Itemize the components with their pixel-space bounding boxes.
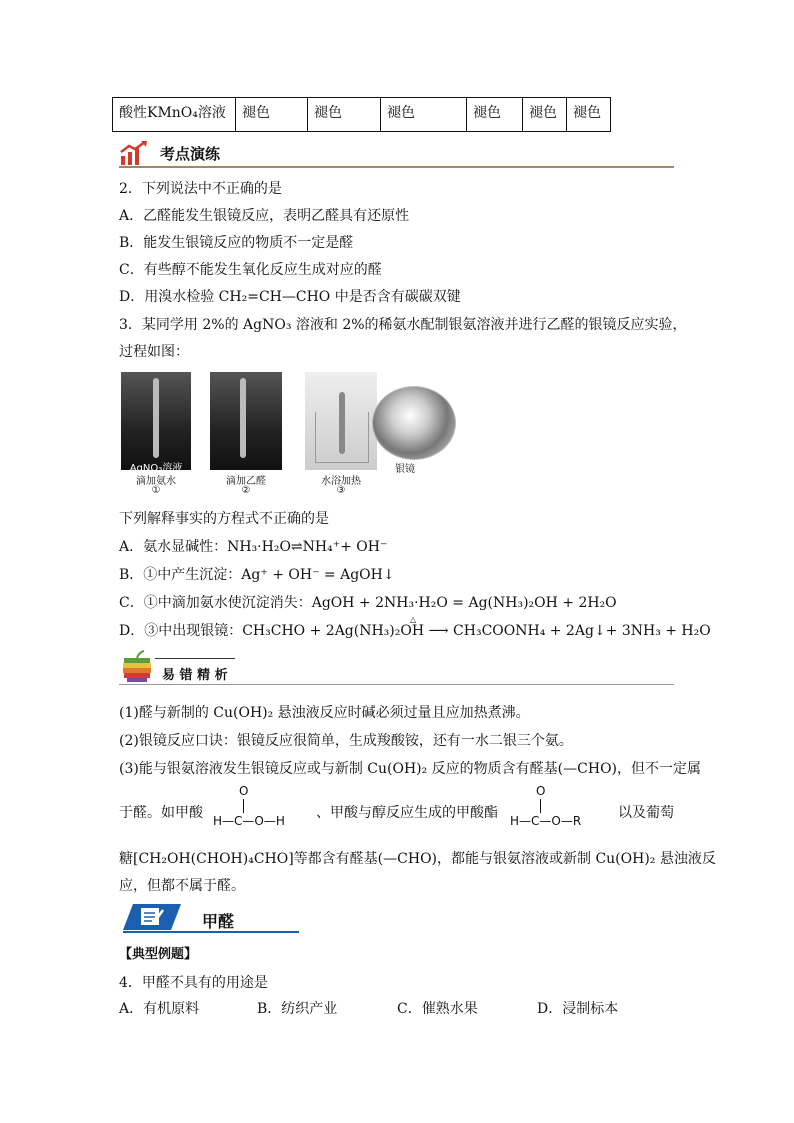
- option: D．用溴水检验 CH₂=CH—CHO 中是否含有碳碳双键: [119, 289, 461, 305]
- note-line: 应，但都不属于醛。: [119, 878, 245, 894]
- divider: [155, 658, 235, 659]
- option: B．能发生银镜反应的物质不一定是醛: [119, 235, 354, 251]
- table-cell: 褪色: [523, 98, 567, 132]
- chart-icon: [119, 140, 149, 166]
- photo-caption: 银镜: [395, 464, 415, 475]
- question-stem: 过程如图：: [119, 344, 189, 360]
- question-stem: 3．某同学用 2%的 AgNO₃ 溶液和 2%的稀氨水配制银氨溶液并进行乙醛的银镜反应实验，: [119, 317, 687, 333]
- note-line: 以及葡萄: [618, 805, 674, 821]
- table-row: [113, 98, 611, 132]
- divider: [119, 684, 674, 685]
- note-line: 、甲酸与醇反应生成的甲酸酯: [316, 805, 498, 821]
- option: A．氨水显碱性：NH₃·H₂O⇌NH₄⁺+ OH⁻: [119, 539, 388, 555]
- table-cell: 褪色: [467, 98, 523, 132]
- option: D．浸制标本: [537, 1001, 619, 1017]
- table-cell: 褪色: [381, 98, 467, 132]
- option: A．乙醛能发生银镜反应，表明乙醛具有还原性: [119, 208, 410, 224]
- structure-top: O: [536, 784, 546, 798]
- note-line: (3)能与银氨溶液发生银镜反应或与新制 Cu(OH)₂ 反应的物质含有醛基(—CHO)，但不一定属: [119, 761, 702, 777]
- photo-caption: 滴加氨水: [136, 476, 176, 487]
- photo-number: ②: [241, 485, 251, 496]
- table-cell: 褪色: [308, 98, 381, 132]
- question-stem: 4．甲醛不具有的用途是: [119, 975, 268, 991]
- option: D．③中出现银镜：CH₃CHO + 2Ag(NH₃)₂OH ⟶ CH₃COONH₄ + 2Ag↓+ 3NH₃ + H₂O: [119, 623, 711, 639]
- experiment-photo-3: [305, 372, 377, 470]
- silver-mirror-image: [372, 386, 456, 460]
- note-line: 于醛。如甲酸: [119, 805, 203, 821]
- table-cell-label: 酸性KMnO₄溶液: [113, 98, 236, 132]
- section-title: 甲醛: [202, 912, 235, 931]
- option: B．纺织产业: [257, 1001, 338, 1017]
- apple-icon: [120, 650, 154, 684]
- section-title: 易 错 精 析: [162, 668, 228, 683]
- photo-caption: 滴加乙醛: [226, 476, 266, 487]
- photo-label: AgNO₃溶液: [129, 463, 183, 474]
- section-tag: 【典型例题】: [119, 947, 198, 962]
- structure-bottom: H—C—O—H: [213, 814, 285, 828]
- heat-label: △: [410, 615, 417, 624]
- reagent-table: [112, 97, 611, 132]
- divider: [119, 166, 674, 168]
- note-line: (1)醛与新制的 Cu(OH)₂ 悬浊液反应时碱必须过量且应加热煮沸。: [119, 705, 530, 721]
- structure-top: O: [239, 784, 249, 798]
- option: C．有些醇不能发生氧化反应生成对应的醛: [119, 262, 382, 278]
- table-cell: 褪色: [567, 98, 611, 132]
- section-title: 考点演练: [160, 145, 221, 163]
- photo-caption: 水浴加热: [321, 476, 361, 487]
- table-cell: 褪色: [236, 98, 308, 132]
- photo-number: ③: [336, 485, 346, 496]
- photo-number: ①: [151, 485, 161, 496]
- option: C．①中滴加氨水使沉淀消失：AgOH + 2NH₃·H₂O = Ag(NH₃)₂OH + 2H₂O: [119, 595, 617, 611]
- option: C．催熟水果: [397, 1001, 478, 1017]
- note-line: (2)银镜反应口诀：银镜反应很简单，生成羧酸铵，还有一水二银三个氨。: [119, 733, 573, 749]
- note-line: 糖[CH₂OH(CHOH)₄CHO]等都含有醛基(—CHO)，都能与银氨溶液或新制 Cu(OH)₂ 悬浊液反: [119, 851, 716, 867]
- experiment-photo-2: [210, 372, 282, 470]
- question-text: 下列解释事实的方程式不正确的是: [119, 511, 329, 527]
- option: A．有机原料: [119, 1001, 200, 1017]
- experiment-photo-1: [121, 372, 191, 470]
- question-stem: 2．下列说法中不正确的是: [119, 181, 282, 197]
- structure-bottom: H—C—O—R: [510, 814, 582, 828]
- option: B．①中产生沉淀：Ag⁺ + OH⁻ = AgOH↓: [119, 567, 395, 583]
